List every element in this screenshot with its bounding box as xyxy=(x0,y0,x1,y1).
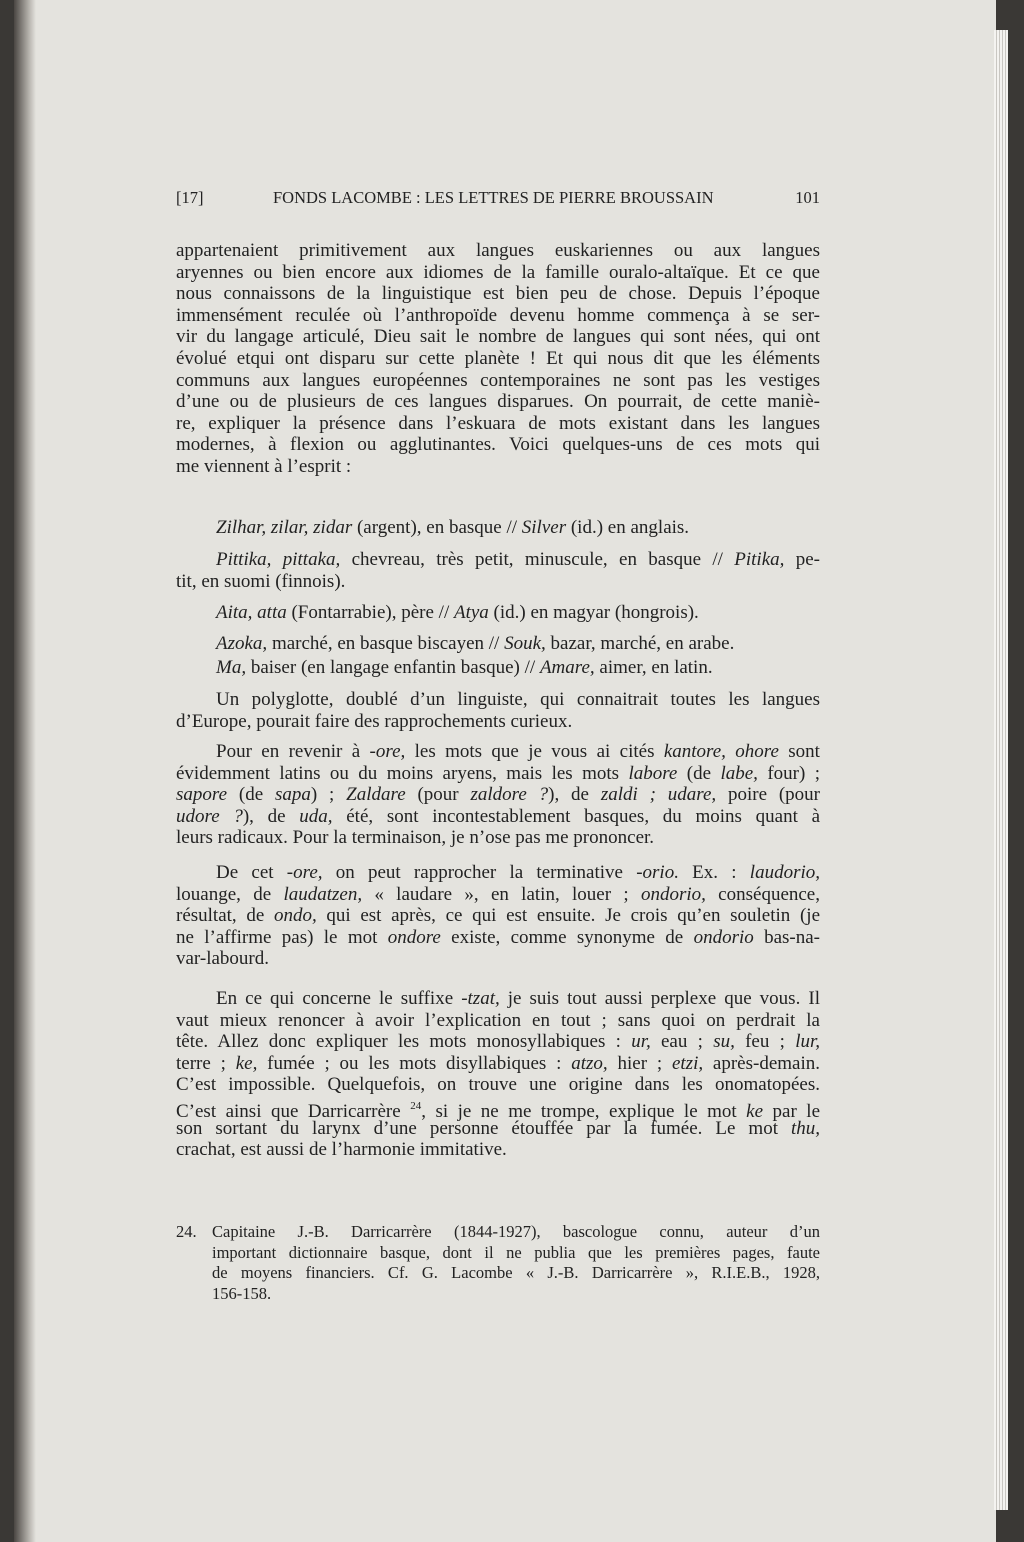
text-segment: d’une ou de plusieurs de ces langues disparues. On pourrait, de cette maniè- xyxy=(176,391,820,413)
italic-term: lur, xyxy=(795,1031,821,1053)
text-segment: son sortant du larynx d’une personne étouffée par la fumée. Le mot xyxy=(176,1117,791,1139)
footnote-text xyxy=(212,1222,820,1304)
text-line xyxy=(176,927,820,949)
text-line xyxy=(176,517,820,539)
text-line xyxy=(176,1053,820,1075)
text-line xyxy=(176,862,820,884)
italic-term: thu, xyxy=(790,1117,820,1139)
paragraph xyxy=(176,689,820,732)
text-segment: aimer, en latin. xyxy=(594,657,713,678)
text-segment: bas-na- xyxy=(753,926,821,948)
footnote-line: de moyens financiers. Cf. G. Lacombe « J.-B. Darricarrère », R.I.E.B., 1928, xyxy=(212,1263,820,1283)
header-title: FONDS LACOMBE : LES LETTRES DE PIERRE BROUSSAIN xyxy=(273,188,714,207)
text-line xyxy=(176,370,820,392)
text-line xyxy=(176,348,820,370)
italic-term: labore xyxy=(628,762,678,784)
text-segment: ne l’affirme pas) le mot xyxy=(176,926,388,948)
italic-term: kantore, ohore xyxy=(663,741,779,762)
paragraph xyxy=(176,240,820,478)
italic-term: Atya xyxy=(453,602,489,623)
italic-term: -ore, xyxy=(286,862,323,883)
page-number: 101 xyxy=(795,188,820,207)
italic-term: su, xyxy=(713,1031,735,1053)
text-segment: bazar, marché, en arabe. xyxy=(545,633,735,654)
italic-term: Zilhar, zilar, zidar xyxy=(216,517,353,538)
text-line xyxy=(176,633,820,655)
text-segment: existe, comme synonyme de xyxy=(440,926,694,948)
text-segment: crachat, est aussi de l’harmonie immitative. xyxy=(176,1139,507,1161)
text-segment: (id.) en anglais. xyxy=(566,517,690,538)
footnote-line: Capitaine J.-B. Darricarrère (1844-1927), bascologue connu, auteur d’un xyxy=(212,1222,820,1241)
example-line xyxy=(176,517,820,539)
text-line xyxy=(176,1139,820,1161)
text-segment: Pour en revenir à xyxy=(216,741,370,762)
italic-term: Amare, xyxy=(539,657,595,678)
italic-term: sapa xyxy=(274,784,311,806)
text-segment: fumée ; ou les mots disyllabiques : xyxy=(257,1052,572,1074)
example-line xyxy=(176,602,820,624)
text-segment: baiser (en langage enfantin basque) // xyxy=(246,657,540,678)
text-line xyxy=(176,884,820,906)
italic-term: Ma, xyxy=(216,657,247,678)
text-line xyxy=(176,549,820,571)
text-segment: par le xyxy=(763,1100,821,1122)
text-segment: immensément reculée où l’anthropoïde devenu homme commença à se ser- xyxy=(176,304,820,326)
text-segment: , si je ne me trompe, explique le mot xyxy=(421,1100,747,1122)
italic-term: Zaldare xyxy=(346,784,406,806)
italic-term: Souk, xyxy=(504,633,546,654)
italic-term: laudorio, xyxy=(749,862,820,883)
text-segment: chevreau, très petit, minuscule, en basque // xyxy=(340,549,735,570)
text-segment: évolué etqui ont disparu sur cette planète ! Et qui nous dit que les éléments xyxy=(176,347,820,369)
text-line xyxy=(176,657,820,679)
text-segment: été, sont incontestablement basques, du moins quant à xyxy=(332,805,821,827)
text-line xyxy=(176,988,820,1010)
text-line xyxy=(176,806,820,828)
text-segment: ), de xyxy=(242,805,300,827)
text-line xyxy=(176,1031,820,1053)
text-segment: (de xyxy=(227,784,275,806)
text-segment: tit, en suomi (finnois). xyxy=(176,570,346,592)
example-line xyxy=(176,633,820,655)
text-segment: (Fontarrabie), père // xyxy=(286,602,454,623)
italic-term: Pittika, pittaka, xyxy=(216,549,341,570)
text-segment: eau ; xyxy=(650,1031,714,1053)
text-segment: évidemment latins ou du moins aryens, mais les mots xyxy=(176,762,629,784)
text-line xyxy=(176,391,820,413)
text-line xyxy=(176,602,820,624)
text-segment: terre ; xyxy=(176,1052,236,1074)
text-segment: vaut mieux renoncer à avoir l’explication en tout ; sans quoi on perdrait la xyxy=(176,1009,820,1031)
text-line xyxy=(176,262,820,284)
italic-term: -orio. xyxy=(636,862,679,883)
text-segment: C’est impossible. Quelquefois, on trouve une origine dans les onomatopées. xyxy=(176,1074,820,1096)
example-line xyxy=(176,657,820,679)
italic-term: udore ? xyxy=(176,805,243,827)
text-segment: feu ; xyxy=(734,1031,796,1053)
text-segment: je suis tout aussi perplexe que vous. Il xyxy=(499,988,820,1009)
text-segment: poire (pour xyxy=(716,784,821,806)
text-segment: (argent), en basque // xyxy=(352,517,522,538)
text-segment: pe- xyxy=(784,549,820,570)
paragraph xyxy=(176,741,820,849)
text-segment: var-labourd. xyxy=(176,948,269,970)
text-line xyxy=(176,1096,821,1122)
page-edges xyxy=(994,30,1008,1510)
text-line xyxy=(176,283,820,305)
italic-term: labe, xyxy=(720,762,758,784)
text-segment: louange, de xyxy=(176,883,284,905)
text-segment: vir du langage articulé, Dieu sait le nombre de langues qui sont nées, qui ont xyxy=(176,326,820,348)
text-segment: Un polyglotte, doublé d’un linguiste, qui connaitrait toutes les langues xyxy=(216,689,820,710)
text-segment: De cet xyxy=(216,862,287,883)
text-segment: (de xyxy=(677,762,721,784)
text-line xyxy=(176,434,820,456)
italic-term: ondore xyxy=(387,926,441,948)
italic-term: Aita, atta xyxy=(216,602,287,623)
text-segment: ) ; xyxy=(310,784,347,806)
text-line xyxy=(176,305,820,327)
italic-term: Pitika, xyxy=(734,549,785,570)
text-segment: marché, en basque biscayen // xyxy=(267,633,505,654)
text-line xyxy=(176,1010,820,1032)
text-segment: qui est après, ce qui est ensuite. Je crois qu’en souletin (je xyxy=(316,905,821,927)
text-segment: (id.) en magyar (hongrois). xyxy=(488,602,699,623)
paragraph xyxy=(176,549,820,592)
text-segment: Ex. : xyxy=(678,862,750,883)
italic-term: ke, xyxy=(235,1052,258,1074)
text-segment: modernes, à flexion ou agglutinantes. Voici quelques-uns de ces mots qui xyxy=(176,434,820,456)
text-segment: me viennent à l’esprit : xyxy=(176,455,352,477)
text-segment: les mots que je vous ai cités xyxy=(405,741,664,762)
text-line xyxy=(176,905,820,927)
text-segment: on peut rapprocher la terminative xyxy=(322,862,637,883)
italic-term: atzo, xyxy=(571,1052,608,1074)
text-segment: re, expliquer la présence dans l’eskuara de mots existant dans les langues xyxy=(176,412,820,434)
text-line xyxy=(176,571,820,593)
text-segment: conséquence, xyxy=(705,883,820,905)
text-segment: sont xyxy=(778,741,820,762)
text-line xyxy=(176,827,820,849)
text-line xyxy=(176,456,820,478)
italic-term: uda, xyxy=(299,805,333,827)
text-line xyxy=(176,948,820,970)
text-line xyxy=(176,711,820,733)
text-line xyxy=(176,326,820,348)
text-segment: hier ; xyxy=(607,1052,672,1074)
running-header xyxy=(176,188,820,210)
italic-term: ke xyxy=(746,1100,764,1122)
text-segment: C’est ainsi que Darricarrère xyxy=(176,1100,411,1122)
footnote-number: 24. xyxy=(176,1222,197,1241)
text-segment: tête. Allez donc expliquer les mots monosyllabiques : xyxy=(176,1031,632,1053)
book-gutter xyxy=(14,0,36,1542)
paragraph xyxy=(176,988,820,1161)
footnote xyxy=(176,1222,820,1304)
text-segment: (pour xyxy=(405,784,471,806)
footnote-line: 156-158. xyxy=(212,1283,272,1303)
italic-term: ur, xyxy=(631,1031,651,1053)
italic-term: sapore xyxy=(176,784,228,806)
italic-term: -ore, xyxy=(369,741,406,762)
text-line xyxy=(176,1074,820,1096)
text-segment: aryennes ou bien encore aux idiomes de la famille ouralo-altaïque. Et ce que xyxy=(176,261,820,283)
text-line xyxy=(176,741,820,763)
footnote-line: important dictionnaire basque, dont il ne publia que les premières pages, faute xyxy=(212,1242,820,1262)
italic-term: ondorio xyxy=(693,926,754,948)
text-segment: appartenaient primitivement aux langues euskariennes ou aux langues xyxy=(176,240,820,261)
italic-term: zaldi ; udare, xyxy=(600,784,717,806)
text-line xyxy=(176,413,820,435)
italic-term: laudatzen, xyxy=(283,883,363,905)
text-line xyxy=(176,240,820,262)
text-segment: four) ; xyxy=(757,762,820,784)
text-segment: résultat, de xyxy=(176,905,274,927)
italic-term: Azoka, xyxy=(216,633,268,654)
text-line xyxy=(176,763,820,785)
footnote-reference: 24 xyxy=(410,1099,422,1112)
text-line xyxy=(176,1118,820,1140)
italic-term: etzi, xyxy=(671,1052,704,1074)
text-segment: « laudare », en latin, louer ; xyxy=(362,883,641,905)
italic-term: ondorio, xyxy=(640,883,706,905)
paragraph xyxy=(176,862,820,970)
text-segment: ), de xyxy=(548,784,601,806)
text-line xyxy=(176,689,820,711)
text-segment: après-demain. xyxy=(703,1052,821,1074)
header-section-number: [17] xyxy=(176,188,204,207)
text-segment: nous connaissons de la linguistique est bien peu de chose. Depuis l’époque xyxy=(176,283,820,305)
text-line xyxy=(176,784,820,806)
text-segment: leurs radicaux. Pour la terminaison, je n’ose pas me prononcer. xyxy=(176,827,655,849)
italic-term: -tzat, xyxy=(461,988,500,1009)
italic-term: ondo, xyxy=(273,905,317,927)
text-segment: communs aux langues européennes contemporaines ne sont pas les vestiges xyxy=(176,369,820,391)
italic-term: zaldore ? xyxy=(470,784,549,806)
italic-term: Silver xyxy=(521,517,567,538)
text-segment: d’Europe, pourait faire des rapprochements curieux. xyxy=(176,710,573,732)
text-segment: En ce qui concerne le suffixe xyxy=(216,988,462,1009)
